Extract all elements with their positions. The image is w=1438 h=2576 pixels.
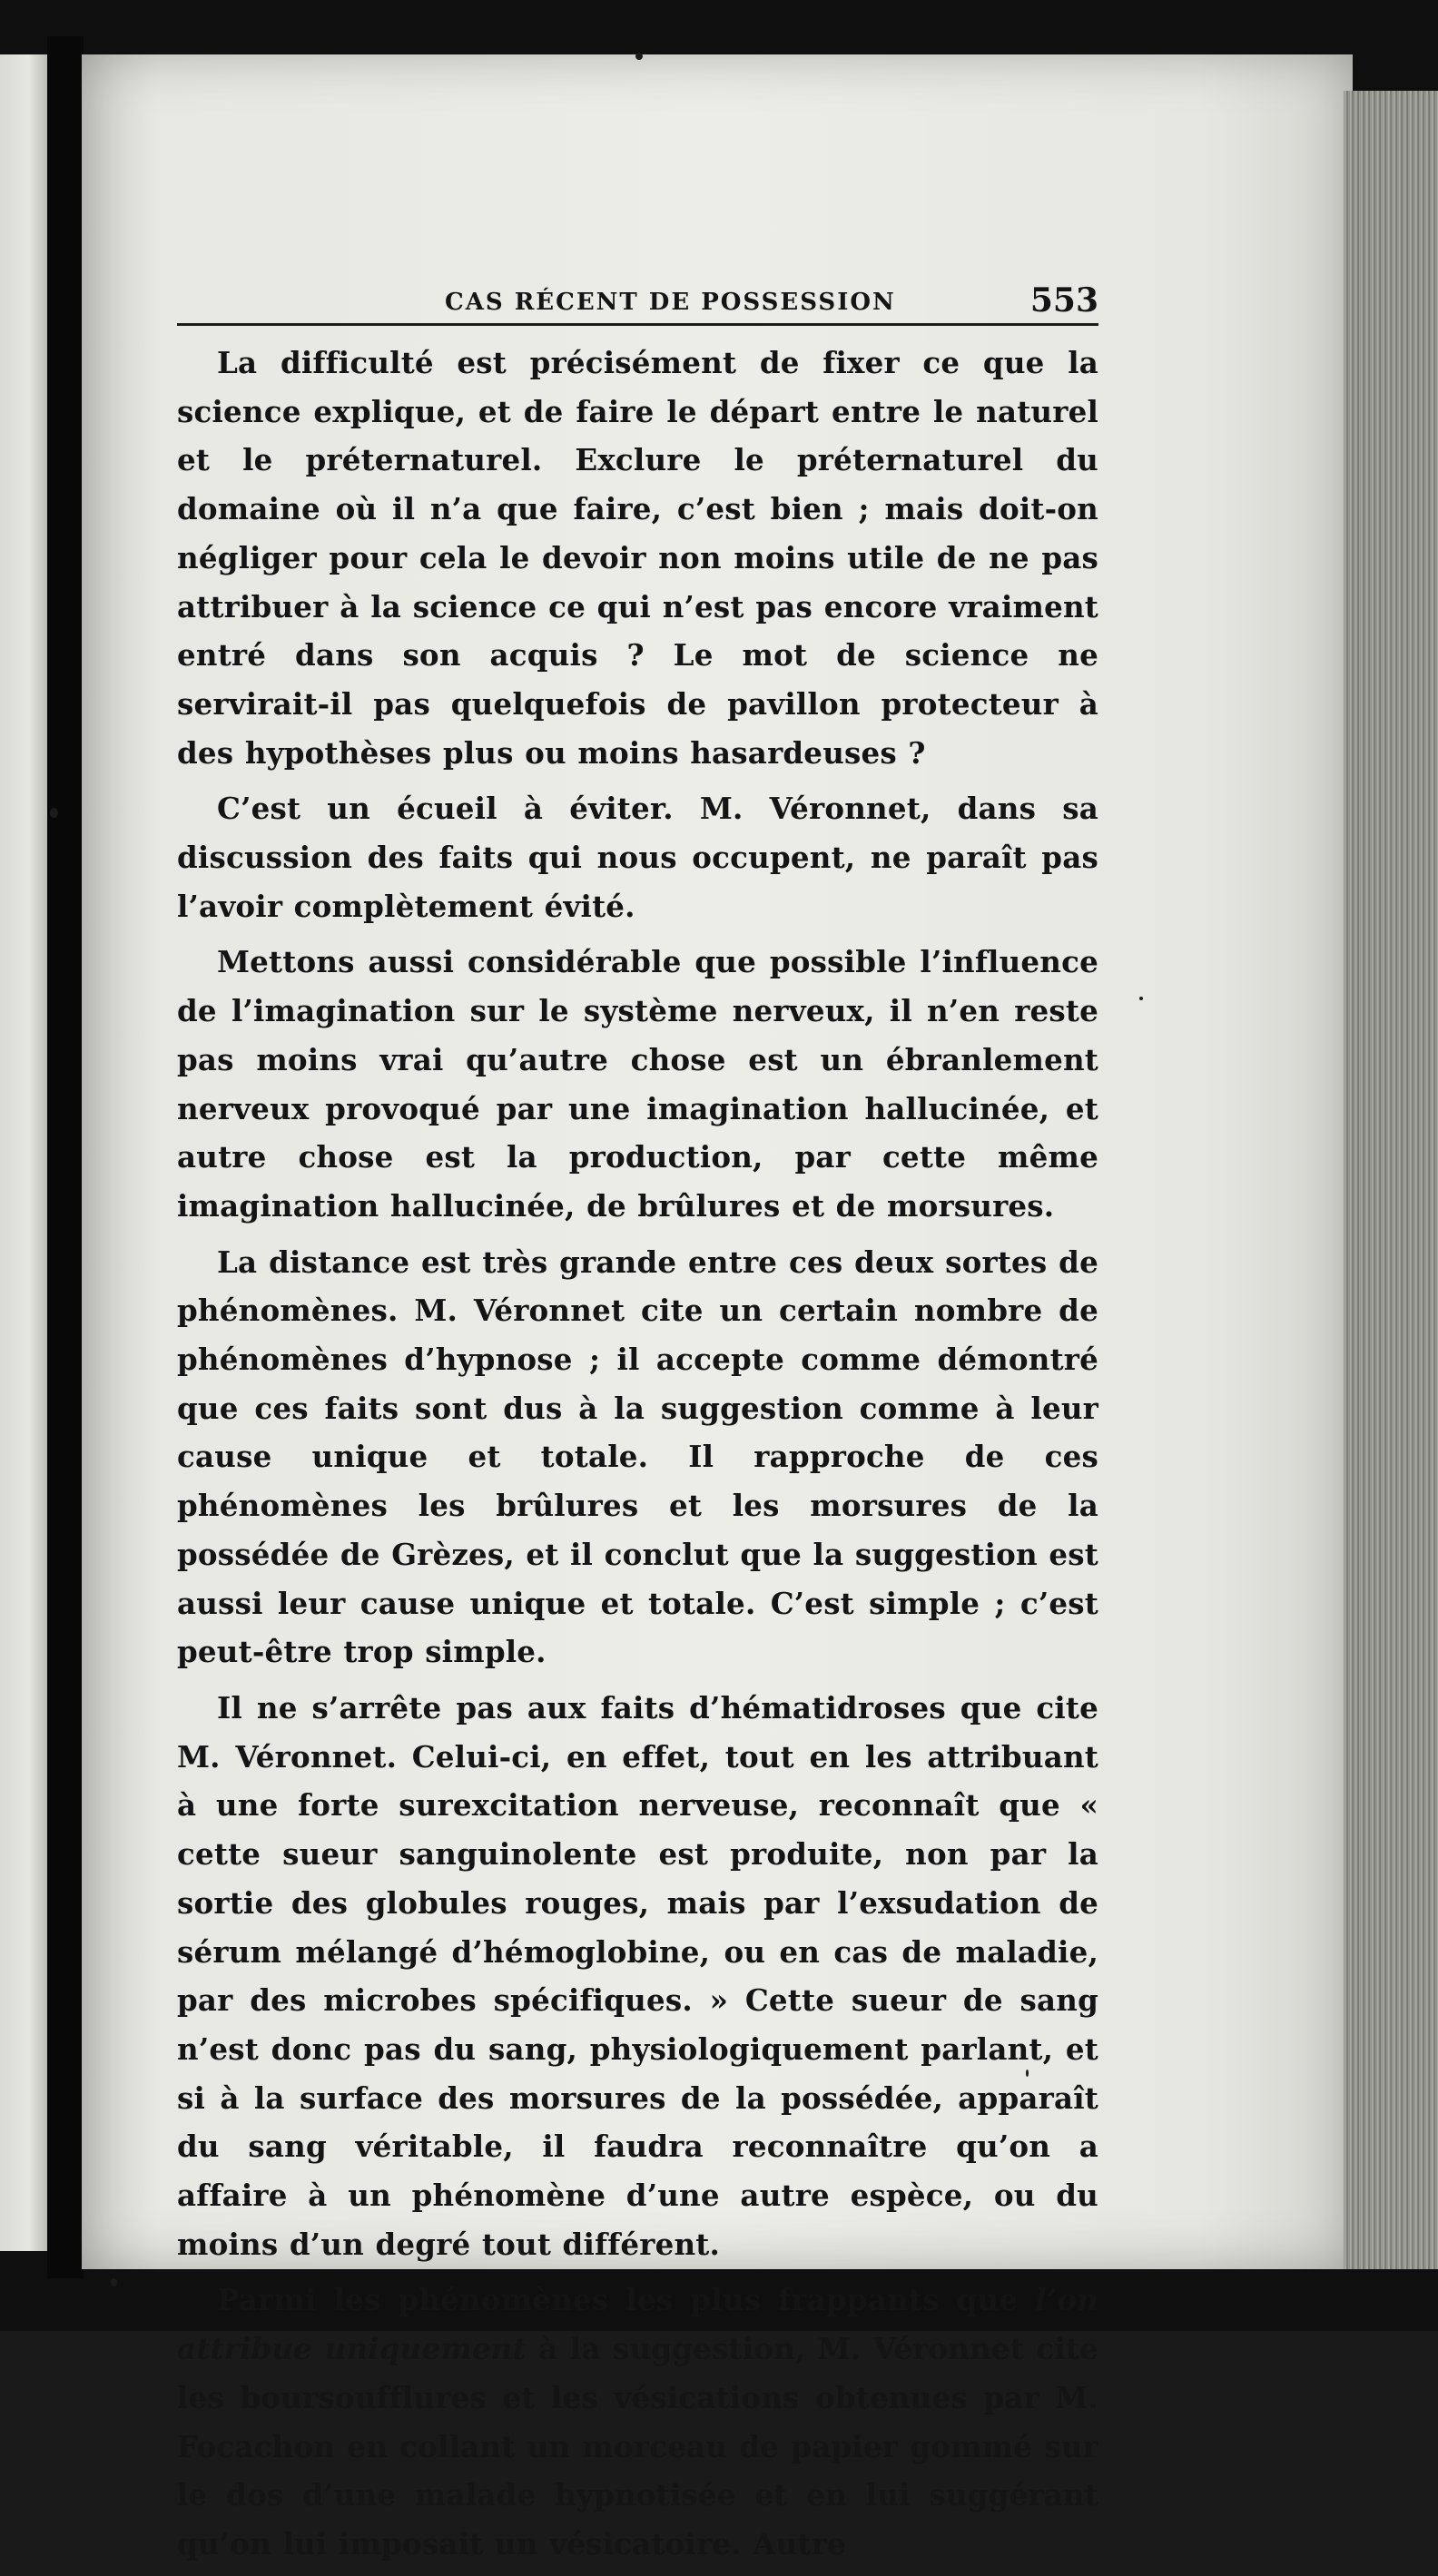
paragraph-6 (177, 2276, 1098, 2568)
paragraph-5: Il ne s’arrête pas aux faits d’hématidroses que cite M. Véronnet. Celui-ci, en effet, tout en les attribuant à une forte surexcitation nerveuse, reconnaît que « cette sueur sanguinolente est produite, non par la sortie des globules rouges, mais par l’exsudation de sérum mélangé d’hémoglobine, ou en cas de maladie, par des microbes spécifiques. » Cette sueur de sang n’est donc pas du sang, physiologiquement parlant, et si à la surface des morsures de la possédée, apparaît du sang véritable, il faudra reconnaître qu’on a affaire à un phénomène d’une autre espèce, ou du moins d’un degré tout différent. (177, 1689, 1098, 2262)
paragraph-6-end: à la suggestion, M. Véronnet cite les boursoufflures et les vésications obtenues par M. Focachon en collant un morceau de papier gommé sur le dos d’une malade hypnotisée et en lui suggérant qu’on lui imposait un vésicatoire. Autre (177, 2331, 1098, 2561)
paragraph-1: La difficulté est précisément de fixer ce que la science explique, et de faire le départ entre le naturel et le préternaturel. Exclure le préternaturel du domaine où il n’a que faire, c’est bien ; mais doit-on négliger pour cela le devoir non moins utile de ne pas attribuer à la science ce qui n’est pas encore vraiment entré dans son acquis ? Le mot de science ne servirait-il pas quelquefois de pavillon protecteur à des hypothèses plus ou moins hasardeuses ? (177, 345, 1098, 771)
facing-page-edge (0, 54, 47, 2251)
running-title: CAS RÉCENT DE POSSESSION (445, 289, 896, 316)
paragraph-6-start: Parmi les phénomènes les plus frappants que (217, 2282, 1036, 2318)
page-content (177, 272, 1098, 2576)
page-number: 553 (1029, 281, 1098, 320)
paragraph-3: Mettons aussi considérable que possible l’influence de l’imagination sur le système nerveux, il n’en reste pas moins vrai qu’autre chose est un ébranlement nerveux provoqué par une imagination hallucinée, et autre chose est la production, par cette même imagination hallucinée, de brûlures et de morsures. (177, 944, 1098, 1224)
paragraph-6-italic: l’on attribue uniquement (177, 2282, 1098, 2367)
book-gutter-shadow (47, 36, 84, 2278)
paragraph-4: La distance est très grande entre ces deux sortes de phénomènes. M. Véronnet cite un certain nombre de phénomènes d’hypnose ; il accepte comme démontré que ces faits sont dus à la suggestion comme à leur cause unique et totale. Il rapproche de ces phénomènes les brûlures et les morsures de la possédée de Grèzes, et il conclut que la suggestion est aussi leur cause unique et totale. C’est simple ; c’est peut-être trop simple. (177, 1244, 1098, 1670)
page-stack-edge (1344, 91, 1438, 2269)
paragraph-2: C’est un écueil à éviter. M. Véronnet, dans sa discussion des faits qui nous occupent, ne paraît pas l’avoir complètement évité. (177, 791, 1098, 924)
running-header (177, 272, 1098, 326)
